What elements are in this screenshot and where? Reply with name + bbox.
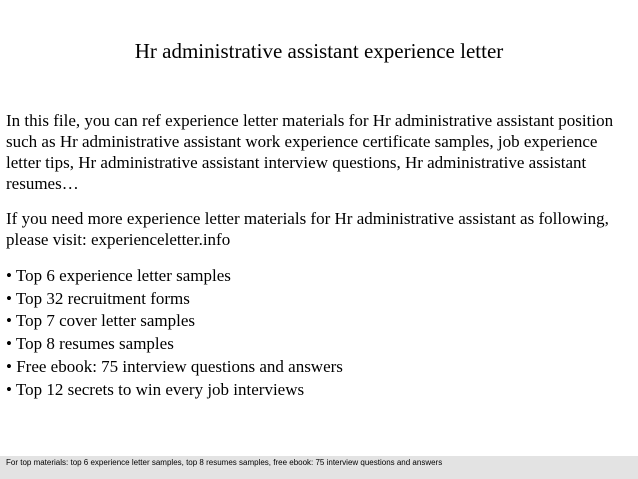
footer-bar: For top materials: top 6 experience letter samples, top 8 resumes samples, free ebook: 75 interview questions and answers — [0, 456, 638, 479]
more-info-paragraph: If you need more experience letter materials for Hr administrative assistant as following, please visit: experienceletter.info — [6, 209, 609, 249]
list-item: • Top 12 secrets to win every job interviews — [6, 380, 305, 399]
list-item: • Top 32 recruitment forms — [6, 289, 190, 308]
list-item: • Top 8 resumes samples — [6, 334, 174, 353]
page-title: Hr administrative assistant experience letter — [134, 39, 504, 63]
list-item: • Free ebook: 75 interview questions and answers — [6, 357, 343, 376]
list-item: • Top 6 experience letter samples — [6, 266, 231, 285]
intro-paragraph: In this file, you can ref experience letter materials for Hr administrative assistant position such as Hr administrative assistant work experience certificate samples, job experience letter tips, Hr administrative assistant interview questions, Hr administrative assistant resumes… — [6, 111, 614, 193]
list-item: • Top 7 cover letter samples — [6, 311, 196, 330]
materials-list — [6, 265, 634, 402]
